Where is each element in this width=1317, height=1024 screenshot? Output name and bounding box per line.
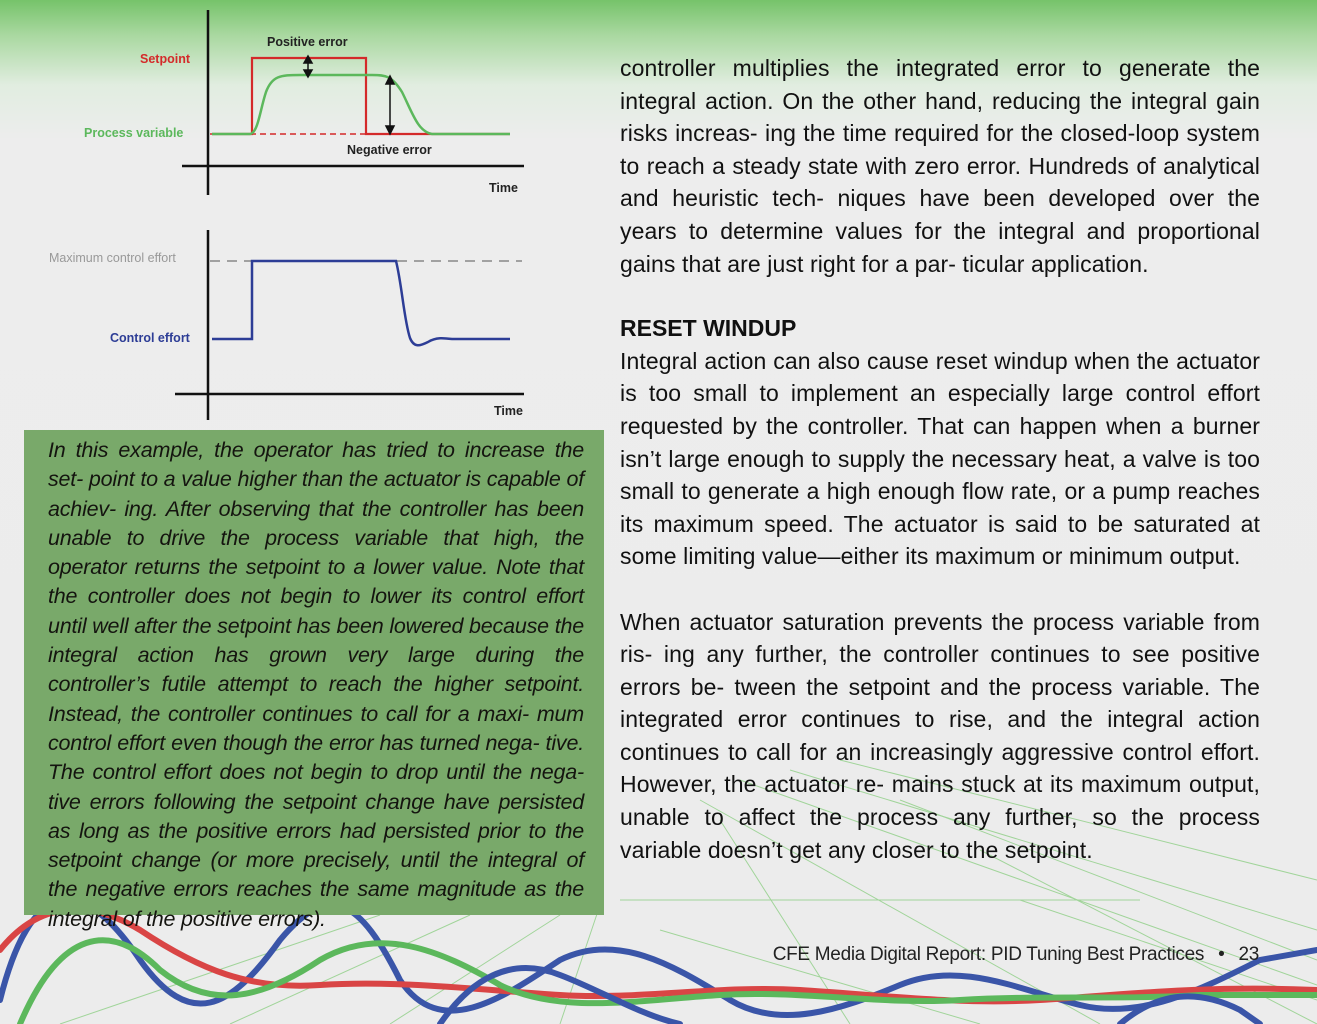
negative-error-arrow <box>386 76 394 134</box>
section-heading-reset-windup: RESET WINDUP <box>620 315 797 342</box>
footer-title: CFE Media Digital Report: PID Tuning Best Practices <box>772 944 1205 965</box>
footer-bullet: • <box>1218 944 1225 965</box>
control-effort-line <box>212 261 510 345</box>
body-text-column <box>620 52 1260 866</box>
paragraph-reset-windup: Integral action can also cause reset windup when the actuator is too small to implement an especially large control effort requested by the controller. That can happen when a burner isn’t large enough to supply the necessary heat, a valve is too small to generate a high enough flow rate, or a pump reaches its maximum speed. The actuator is said to be saturated at some limiting value—either its maximum or minimum output. <box>620 347 1260 570</box>
process-variable-label: Process variable <box>84 126 184 140</box>
blue-wave-3 <box>1120 996 1260 1024</box>
process-variable-line <box>212 75 510 134</box>
page-footer <box>773 944 1259 966</box>
control-effort-label: Control effort <box>110 331 190 345</box>
positive-error-label: Positive error <box>267 35 348 49</box>
bottom-plot <box>49 230 524 420</box>
paragraph-integral-gain: controller multiplies the integrated error to generate the integral action. On the other hand, reducing the integral gain risks increas- ing the time required for the closed-loop system to reach a steady state with zero error. Hundreds of analytical and heuristic tech- niques have been developed over the years to determine values for the integral and proportional gains that are just right for a par- ticular application. <box>620 55 1260 277</box>
figure-caption: In this example, the operator has tried to increase the set- point to a value higher than the actuator is capable of achiev- ing. After observing that the controller has been unable to drive the process variable that high, the operator returns the setpoint to a lower value. Note that the controller does not begin to lower its control effort until well after the setpoint has been lowered because the integral action has grown very large during the controller’s futile attempt to reach the higher setpoint. Instead, the controller continues to call for a maxi- mum control effort even though the error has turned nega- tive. The control effort does not begin to drop until the nega- tive errors following the setpoint change have persisted as long as the positive errors had persisted prior to the setpoint change (or more precisely, until the integral of the negative errors reaches the same magnitude as the integral of the positive errors). <box>48 438 584 931</box>
negative-error-label: Negative error <box>347 143 432 157</box>
top-time-label: Time <box>489 181 518 195</box>
paragraph-actuator-saturation: When actuator saturation prevents the process variable from ris- ing any further, the controller continues to see positive errors be- tween the setpoint and the process variable. The integrated error continues to rise, and the integral action continues to call for an increasingly aggressive control effort. However, the actuator re- mains stuck at its maximum output, unable to affect the process any further, so the process variable doesn’t get any closer to the setpoint. <box>620 608 1260 863</box>
page-number: 23 <box>1238 944 1259 965</box>
setpoint-label: Setpoint <box>140 52 190 66</box>
bottom-time-label: Time <box>494 404 523 418</box>
top-plot <box>84 10 524 195</box>
figure-caption-box <box>24 430 604 931</box>
max-effort-label: Maximum control effort <box>49 251 176 265</box>
pid-figure <box>0 0 610 430</box>
